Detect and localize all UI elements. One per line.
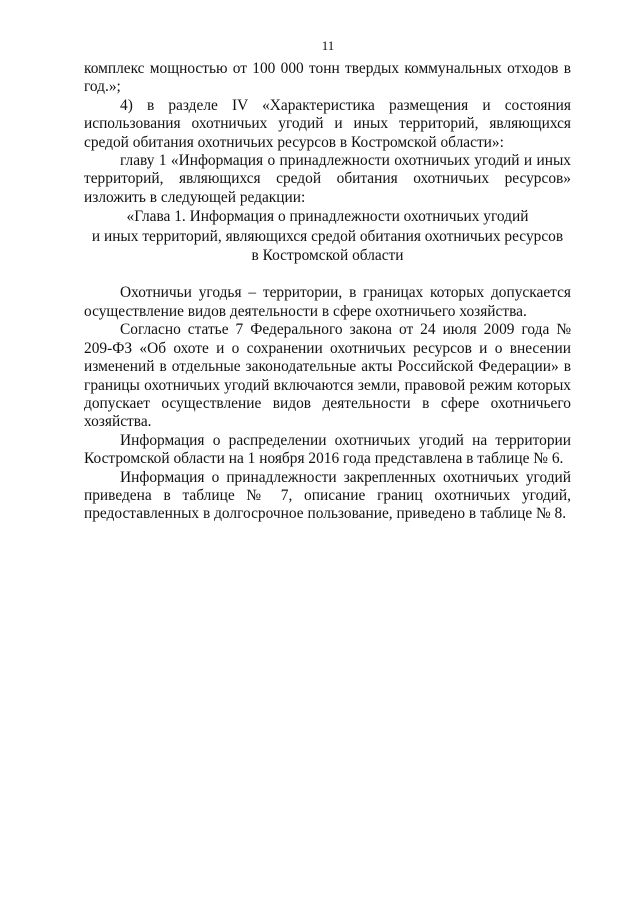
paragraph-continuation: комплекс мощностью от 100 000 тонн твердых коммунальных отходов в год.»; (84, 60, 571, 96)
paragraph-table-7-8-reference: Информация о принадлежности закрепленных охотничьих угодий приведена в таблице № 7, описание границ охотничьих угодий, предоставленных в долгосрочное пользование, приведено в таблице № 8. (84, 468, 571, 523)
blank-line (84, 265, 571, 284)
paragraph-amendment-item-4: 4) в разделе IV «Характеристика размещения и состояния использования охотничьих угодий и иных территорий, являющихся средой обитания охотничьих ресурсов в Костромской области»: (84, 96, 571, 151)
chapter-heading-line-3: в Костромской области (251, 247, 404, 265)
paragraph-definition: Охотничьи угодья – территории, в границах которых допускается осуществление видов деятельности в сфере охотничьего хозяйства. (84, 284, 571, 320)
chapter-heading-line-1: «Глава 1. Информация о принадлежности охотничьих угодий (126, 208, 529, 226)
page-number: 11 (321, 38, 335, 53)
paragraph-federal-law: Согласно статье 7 Федерального закона от 24 июля 2009 года № 209-ФЗ «Об охоте и о сохранении охотничьих ресурсов и о внесении изменений в отдельные законодательные акты Российской Федерации» в границы охотничьих угодий включаются земли, правовой режим которых допускает осуществление видов деятельности в сфере охотничьего хозяйства. (84, 321, 571, 431)
paragraph-table-6-reference: Информация о распределении охотничьих угодий на территории Костромской области на 1 ноября 2016 года представлена в таблице № 6. (84, 431, 571, 468)
document-body (84, 60, 571, 524)
paragraph-chapter-instruction: главу 1 «Информация о принадлежности охотничьих угодий и иных территорий, являющихся средой обитания охотничьих ресурсов» изложить в следующей редакции: (84, 152, 571, 206)
chapter-heading-line-2: и иных территорий, являющихся средой обитания охотничьих ресурсов (91, 227, 564, 245)
